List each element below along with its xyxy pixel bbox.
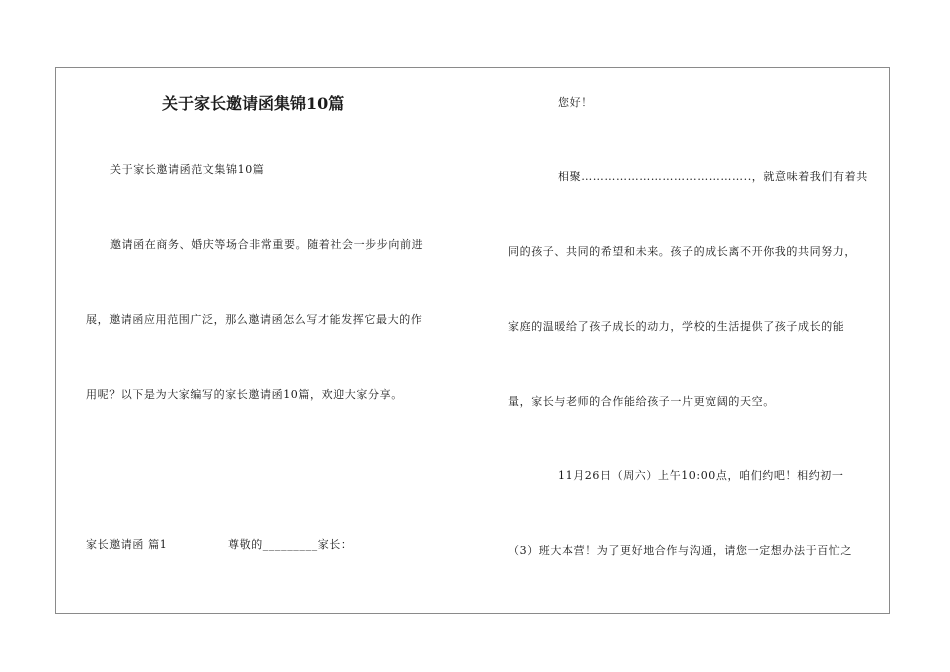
paragraph-line: （3）班大本营！为了更好地合作与沟通，请您一定想办法于百忙之 (508, 544, 852, 557)
paragraph-line: 量，家长与老师的合作能给孩子一片更宽阔的天空。 (508, 395, 775, 408)
paragraph-line: 邀请函在商务、婚庆等场合非常重要。随着社会一步步向前进 (110, 238, 424, 251)
paragraph-line: 用呢？以下是为大家编写的家长邀请函10篇，欢迎大家分享。 (86, 388, 403, 401)
document-page (55, 67, 890, 614)
salutation: 尊敬的_________家长： (228, 538, 353, 551)
greeting: 您好！ (558, 96, 593, 109)
paragraph-line: 展，邀请函应用范围广泛，那么邀请函怎么写才能发挥它最大的作 (86, 313, 423, 326)
paragraph-line: 同的孩子、共同的希望和未来。孩子的成长离不开你我的共同努力， (508, 245, 856, 258)
document-title: 关于家长邀请函集锦10篇 (162, 94, 345, 113)
subtitle: 关于家长邀请函范文集锦10篇 (110, 163, 265, 176)
paragraph-line: 相聚……………………………………..，就意味着我们有着共 (558, 170, 868, 183)
paragraph-line: 11月26日（周六）上午10:00点，咱们约吧！相约初一 (558, 469, 844, 482)
paragraph-line: 家庭的温暖给了孩子成长的动力，学校的生活提供了孩子成长的能 (508, 320, 845, 333)
letter-heading: 家长邀请函 篇1 (86, 538, 168, 551)
